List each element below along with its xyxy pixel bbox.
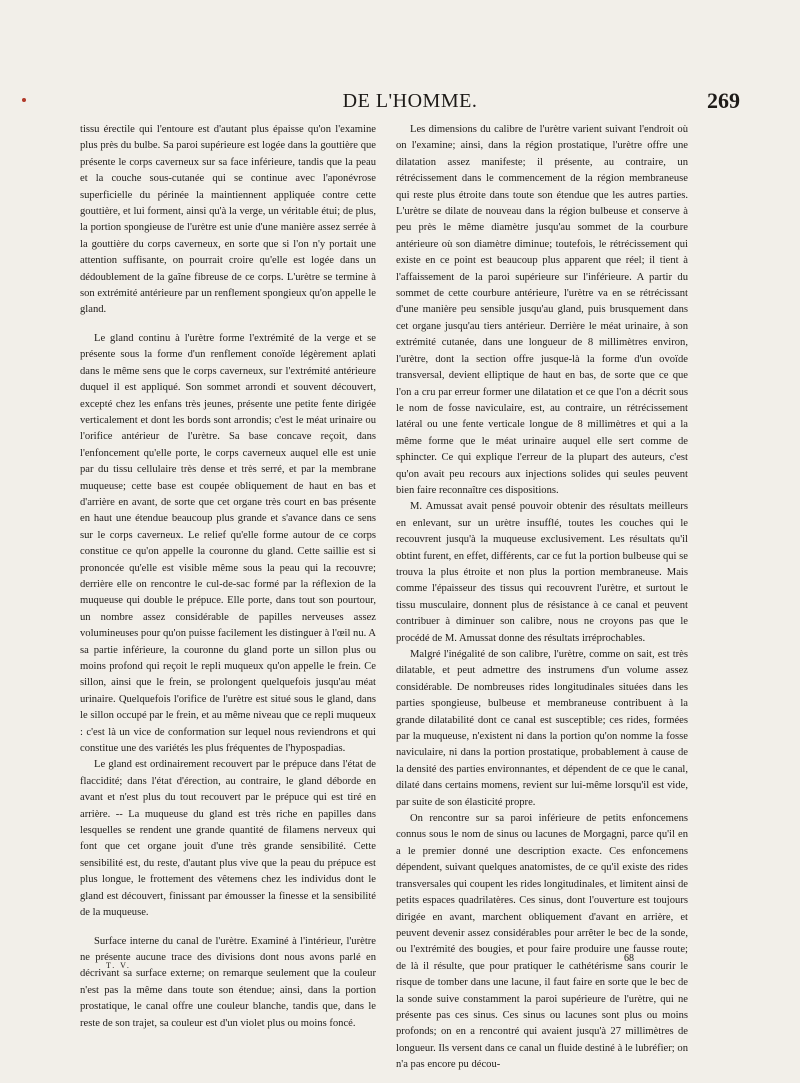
paragraph: Surface interne du canal de l'urètre. Examiné à l'intérieur, l'urètre ne présente aucune trace des divisions dont nous avons parlé en décrivant sa surface externe; on remarque seulement que la couleur n'est pas la même dans toute son étendue; ainsi, dans la portion prostatique, le canal offre une couleur blanche, tandis que, dans le reste de son trajet, sa couleur est d'un violet plus ou moins foncé. [80, 935, 376, 1029]
page-number: 269 [707, 88, 740, 113]
paragraph: M. Amussat avait pensé pouvoir obtenir des résultats meilleurs en enlevant, sur un urètre insufflé, toutes les couches qui le recouvrent jusqu'à la muqueuse exclusivement. Les résultats qu'il obtint furent, en effet, différents, car ce fut la portion bulbeuse qui se trouva la plus étroite et non plus la portion membraneuse. Mais comme l'épaisseur des tissus qui recouvrent l'urètre, et surtout le tissu musculaire, donnent plus de résistance à ce canal et peuvent contribuer à diminuer son calibre, nous ne croyons pas que le procédé de M. Amussat donne des résultats irréprochables. [396, 501, 688, 644]
paragraph: Les dimensions du calibre de l'urètre varient suivant l'endroit où on l'examine; ainsi, dans la région prostatique, l'urètre offre une dilatation assez manifeste; il présente, au contraire, un rétrécissement dans le commencement de la région membraneuse qui reste plus étroite dans toute son étendue que les autres parties. L'urètre se dilate de nouveau dans la région bulbeuse et conserve à peu près le même diamètre jusqu'au sommet de la courbure antérieure où son diamètre diminue; toutefois, le rétrécissement qui existe en ce point est beaucoup plus apparent que réel; il tient à l'affaissement de la paroi supérieure sur l'inférieure. A partir du sommet de cette courbure antérieure, l'urètre va en se rétrécissant d'une manière peu sensible jusqu'au gland, puis brusquement dans cet organe jusqu'au tiers antérieur. Derrière le méat urinaire, à son extrémité cutanée, dans une longueur de 8 millimètres environ, l'urètre, dont la section offre jusque-là la forme d'un ovoïde transversal, devient elliptique de haut en bas, de sorte que ce que l'on a cru par erreur former une dilatation et ce que l'on a décrit sous le nom de fosse naviculaire, est, au contraire, un rétrécissement latéral ou une fente verticale longue de 8 millimètres et qui a la même forme que le méat urinaire auquel elle sert comme de sphincter. Ce qui explique l'erreur de la plupart des auteurs, c'est qu'on avait peu recours aux injections solides qui seules peuvent bien faire reconnaître ces dispositions. [396, 124, 688, 496]
page-header [80, 90, 740, 120]
paragraph: On rencontre sur sa paroi inférieure de petits enfoncemens connus sous le nom de sinus ou lacunes de Morgagni, parce qu'il en a le premier donné une description exacte. Ces enfoncemens dépendent, suivant quelques anatomistes, de ce qu'il existe des rides transversales qui coupent les rides longitudinales, et limitent ainsi de petits espaces quadrilatères. Ces sinus, dont l'ouverture est toujours dirigée en avant, marchent obliquement d'avant en arrière, et peuvent devenir assez considérables pour arrêter le bec de la sonde, ou l'extrémité des bougies, et pour faire produire une fausse route; de là il résulte, que pour pratiquer le cathétérisme sans courir le risque de tomber dans une lacune, il faut faire en sorte que le bec de la sonde suive constamment la paroi supérieure de l'urètre, qui ne présente pas ces sinus. Ces sinus ou lacunes sont plus ou moins profonds; on en a rencontré qui avaient jusqu'à 27 millimètres de longueur. Ils versent dans ce canal un fluide destiné à le lubréfier; on n'a pas encore pu décou- [396, 813, 688, 1071]
signature-mark: T. V. [106, 961, 131, 970]
paragraph: tissu érectile qui l'entoure est d'autant plus épaisse qu'on l'examine plus près du bulbe. Sa paroi supérieure est logée dans la gouttière que présente le corps caverneux sur sa face inférieure, tandis que la peau et la couche sous-cutanée qui se continue avec l'aponévrose superficielle du périnée la maintiennent appliquée contre cette gouttière, et lui forment, ainsi qu'à la verge, un véritable étui; de plus, la portion spongieuse de l'urètre est unie d'une manière assez serrée à la gouttière du corps caverneux, en sorte que si l'on n'y portait une attention suffisante, on pourrait croire qu'elle est logée dans un dédoublement de la gaîne fibreuse de ce corps. L'urètre se termine à son extrémité antérieure par un renflement spongieux qu'on appelle le gland. [80, 124, 376, 316]
right-column [396, 122, 688, 1074]
left-column [80, 122, 376, 1032]
folio-number: 68 [624, 953, 634, 964]
margin-mark [22, 98, 26, 102]
running-title: DE L'HOMME. [342, 90, 478, 112]
paragraph: Le gland est ordinairement recouvert par le prépuce dans l'état de flaccidité; dans l'état d'érection, au contraire, le gland déborde en avant et n'est plus du tout recouvert par le prépuce qui est tiré en arrière. -- La muqueuse du gland est très riche en papilles dans lesquelles se rendent une grande quantité de filamens nerveux qui font que cet organe jouit d'une très grande sensibilité. Cette sensibilité est, du reste, d'autant plus vive que la peau du prépuce est plus longue, le frottement des vêtemens chez les individus dont le gland est découvert, finissant par émousser la finesse et la sensibilité de la muqueuse. [80, 759, 376, 919]
paragraph: Malgré l'inégalité de son calibre, l'urètre, comme on sait, est très dilatable, et peut admettre des instrumens d'un volume assez considérable. De nombreuses rides longitudinales situées dans les parties spongieuse, bulbeuse et membraneuse contribuent à la grande dilatabilité dont ce canal est susceptible; ces rides, formées par la muqueuse, n'existent ni dans la portion qu'on nomme la fosse naviculaire, ni dans la portion prostatique, probablement à cause de la densité des parties environnantes, et dépendent de ce que le canal, dilaté dans certains momens, revient sur lui-même lorsqu'il est vide, par suite de son élasticité propre. [396, 649, 688, 808]
paragraph: Le gland continu à l'urètre forme l'extrémité de la verge et se présente sous la forme d'un renflement conoïde légèrement aplati dans le même sens que le corps caverneux, sur l'extrémité antérieure duquel il est appliqué. Son sommet arrondi et souvent découvert, excepté chez les enfans très jeunes, présente une petite fente dirigée verticalement et dont les bords sont arrondis; c'est le méat urinaire ou l'orifice antérieur de l'urètre. Sa base concave reçoit, dans l'enfoncement qu'elle porte, le corps caverneux auquel elle est unie par du tissu cellulaire très dense et très serré, et par la membrane muqueuse; cette base est coupée obliquement de haut en bas et d'arrière en avant, de sorte que cet organe très court en bas présente en haut une étendue beaucoup plus grande et s'avance dans ce sens sur le corps caverneux. Le relief qu'elle forme autour de ce corps constitue ce qu'on appelle la couronne du gland. Cette saillie est si prononcée qu'elle est visible même sous la peau qui la recouvre; derrière elle on rencontre le cul-de-sac formé par la réflexion de la muqueuse qui double le prépuce. Elle porte, dans tout son pourtour, un nombre assez considérable de papilles nerveuses assez volumineuses pour qu'on puisse facilement les distinguer à l'œil nu. A sa partie inférieure, la couronne du gland porte un sillon plus ou moins profond qui reçoit le repli muqueux qu'on appelle le frein. Ce sillon, ainsi que le frein, se prolongent quelquefois jusqu'au méat urinaire. Quelquefois l'orifice de l'urètre est situé sous le gland, dans le sillon occupé par le frein, et au même niveau que ce repli muqueux : c'est là un vice de conformation sur lequel nous reviendrons et qui constitue une des variétés les plus fréquentes de l'hypospadias. [80, 332, 376, 755]
